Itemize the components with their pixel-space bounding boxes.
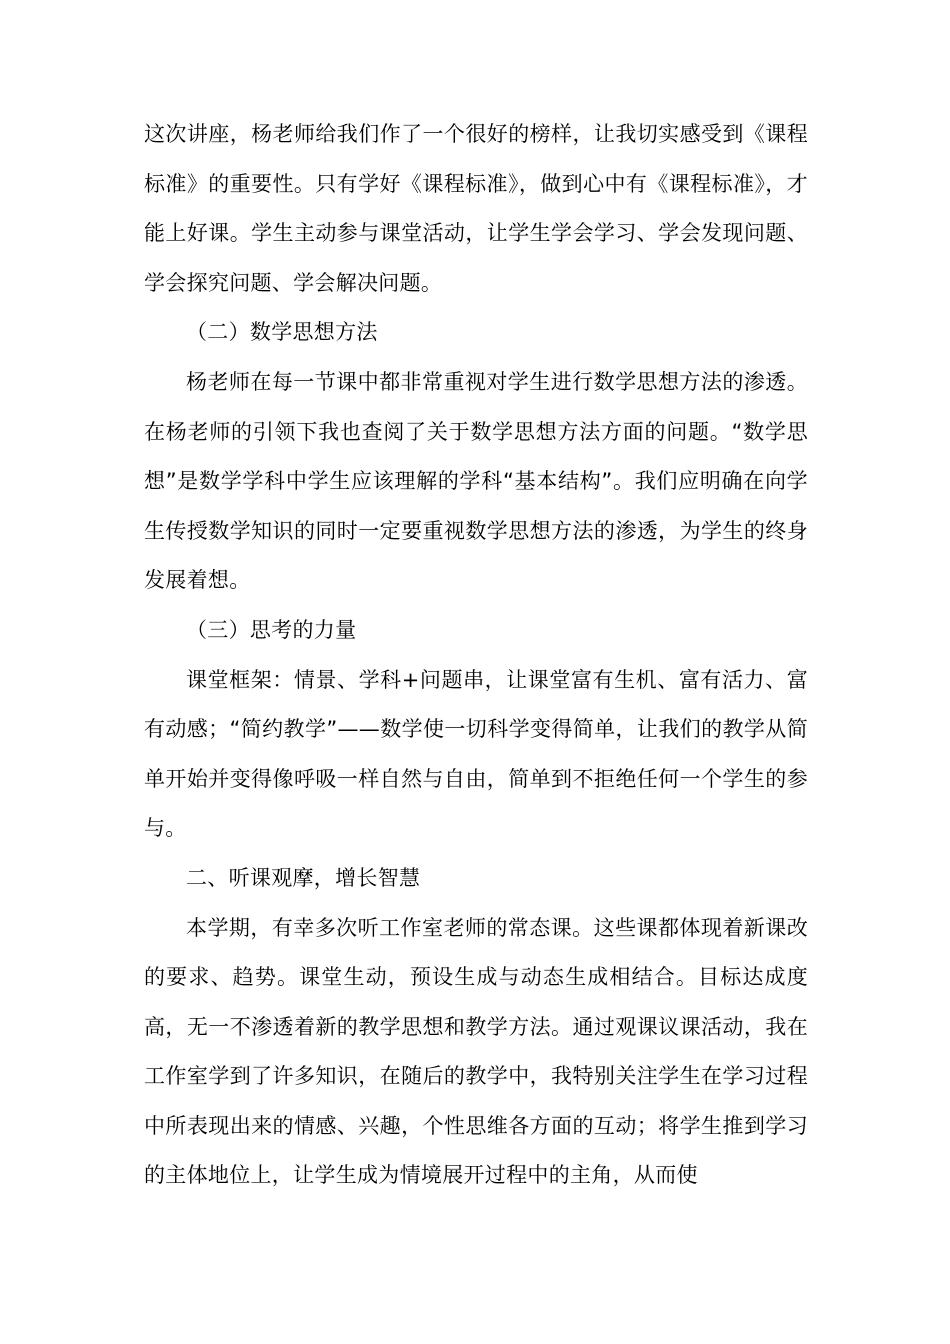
section-heading-power-of-thinking: （三）思考的力量 bbox=[186, 617, 357, 642]
section-heading-math-thinking: （二）数学思想方法 bbox=[186, 320, 378, 345]
document-body bbox=[144, 110, 808, 1201]
paragraph-math-thinking: 杨老师在每一节课中都非常重视对学生进行数学思想方法的渗透。在杨老师的引领下我也查阅了关于数学思想方法方面的问题。“数学思想”是数学学科中学生应该理解的学科“基本结构”。我们应明确在向学生传授数学知识的同时一定要重视数学思想方法的渗透，为学生的终身发展着想。 bbox=[144, 369, 808, 593]
paragraph-power-of-thinking: 课堂框架：情景、学科+问题串，让课堂富有生机、富有活力、富有动感；“简约教学”——数学使一切科学变得简单，让我们的教学从简单开始并变得像呼吸一样自然与自由，简单到不拒绝任何一个学生的参与。 bbox=[144, 667, 808, 841]
section-heading-lesson-observation: 二、听课观摩，增长智慧 bbox=[186, 865, 421, 890]
paragraph-continued: 这次讲座，杨老师给我们作了一个很好的榜样，让我切实感受到《课程标准》的重要性。只有学好《课程标准》，做到心中有《课程标准》，才能上好课。学生主动参与课堂活动，让学生学会学习、学会发现问题、学会探究问题、学会解决问题。 bbox=[144, 122, 808, 295]
paragraph-lesson-observation: 本学期，有幸多次听工作室老师的常态课。这些课都体现着新课改的要求、趋势。课堂生动，预设生成与动态生成相结合。目标达成度高，无一不渗透着新的教学思想和教学方法。通过观课议课活动，我在工作室学到了许多知识，在随后的教学中，我特别关注学生在学习过程中所表现出来的情感、兴趣，个性思维各方面的互动；将学生推到学习的主体地位上，让学生成为情境展开过程中的主角，从而使 bbox=[144, 915, 808, 1188]
